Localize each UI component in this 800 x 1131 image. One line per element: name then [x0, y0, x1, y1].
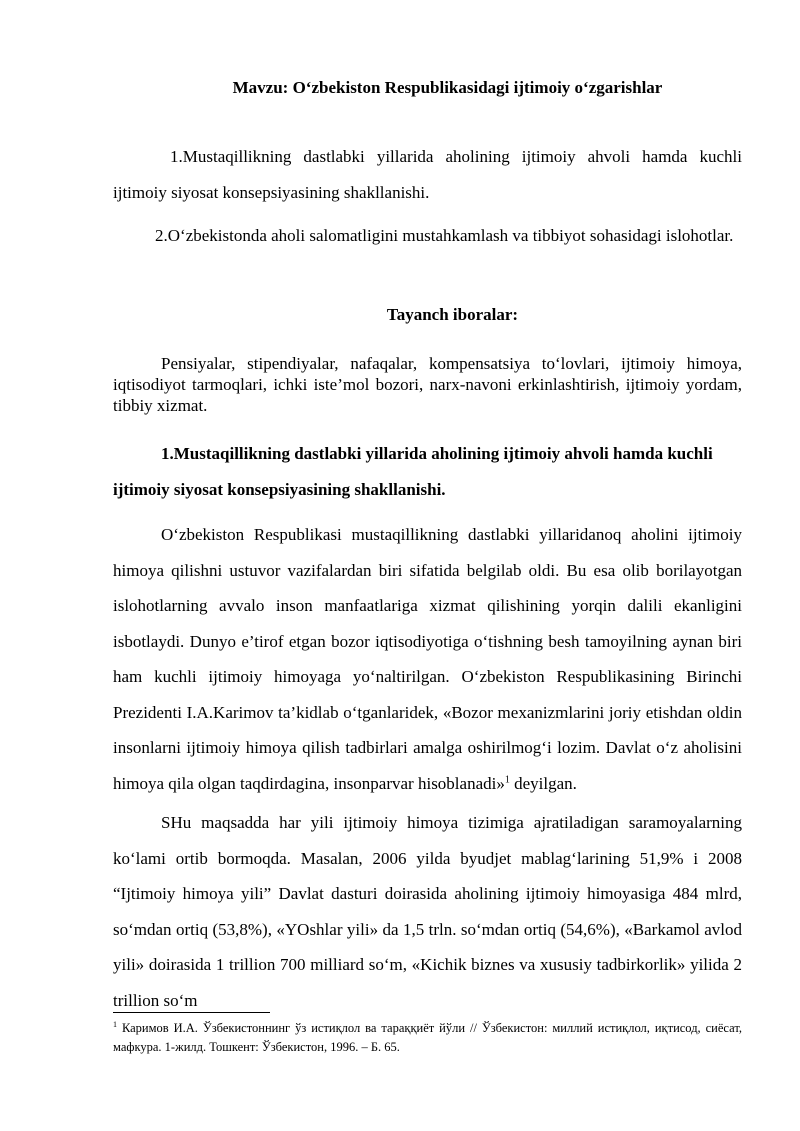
- footnote-mark: 1: [113, 1019, 117, 1029]
- paragraph-1-text: O‘zbekiston Respublikasi mustaqillikning dastlabki yillaridanoq aholini ijtimoiy himoya qilishni ustuvor vazifalardan biri sifatida belgilab oldi. Bu esa olib borilayotgan islohotlarning avvalo inson manfaatlariga xizmat qilishining yorqin dalili ekanligini isbotlaydi. Dunyo e’tirof etgan bozor iqtisodiyotiga o‘tishning besh tamoyilning aynan biri ham kuchli ijtimoiy himoyaga yo‘naltirilgan. O‘zbekiston Respublikasining Birinchi Prezidenti I.A.Karimov ta’kidlab o‘tganlaridek, «Bozor mexanizmlarini joriy etishdan oldin insonlarni ijtimoiy himoya qilish tadbirlari amalga oshirilmog‘i lozim. Davlat o‘z aholisini himoya qila olgan taqdirdagina, insonparvar hisoblanadi»: [113, 525, 742, 793]
- page-title: Mavzu: O‘zbekiston Respublikasidagi ijtimoiy o‘zgarishlar: [232, 78, 663, 97]
- key-terms-heading: Tayanch iboralar:: [386, 305, 519, 324]
- footnote-separator: [113, 1012, 270, 1013]
- footnote-reference[interactable]: 1: [504, 773, 510, 785]
- key-terms-text: Pensiyalar, stipendiyalar, nafaqalar, kompensatsiya to‘lovlari, ijtimoiy himoya, iqtisodiyot tarmoqlari, ichki iste’mol bozori, narx-navoni erkinlashtirish, ijtimoiy yordam, tibbiy xizmat.: [113, 354, 742, 415]
- plan-item-1: 1.Mustaqillikning dastlabki yillarida aholining ijtimoiy ahvoli hamda kuchli ijtimoiy siyosat konsepsiyasining shakllanishi.: [113, 147, 742, 202]
- plan-item-2: 2.O‘zbekistonda aholi salomatligini mustahkamlash va tibbiyot sohasidagi islohotlar.: [155, 226, 734, 245]
- section-1-heading: 1.Mustaqillikning dastlabki yillarida aholining ijtimoiy ahvoli hamda kuchli ijtimoiy siyosat konsepsiyasining shakllanishi.: [113, 444, 713, 499]
- footnote: [113, 1019, 742, 1057]
- section-1-paragraph-1: [113, 517, 742, 801]
- footnote-text: Каримов И.А. Ўзбекистоннинг ўз истиқлол ва тараққиёт йўли // Ўзбекистон: миллий истиқлол, иқтисод, сиёсат, мафкура. 1-жилд. Тошкент: Ўзбекистон, 1996. – Б. 65.: [113, 1021, 742, 1054]
- paragraph-1-tail: deyilgan.: [509, 773, 577, 793]
- section-1-paragraph-2: SHu maqsadda har yili ijtimoiy himoya tizimiga ajratiladigan saramoyalarning ko‘lami ortib bormoqda. Masalan, 2006 yilda byudjet mablag‘larining 51,9% i 2008 “Ijtimoiy himoya yili” Davlat dasturi doirasida aholining ijtimoiy himoyasiga 484 mlrd, so‘mdan ortiq (53,8%), «YOshlar yili» da 1,5 trln. so‘mdan ortiq (54,6%), «Barkamol avlod yili» doirasida 1 trillion 700 milliard so‘m, «Kichik biznes va xususiy tadbirkorlik» yilida 2 trillion so‘m: [113, 813, 742, 1010]
